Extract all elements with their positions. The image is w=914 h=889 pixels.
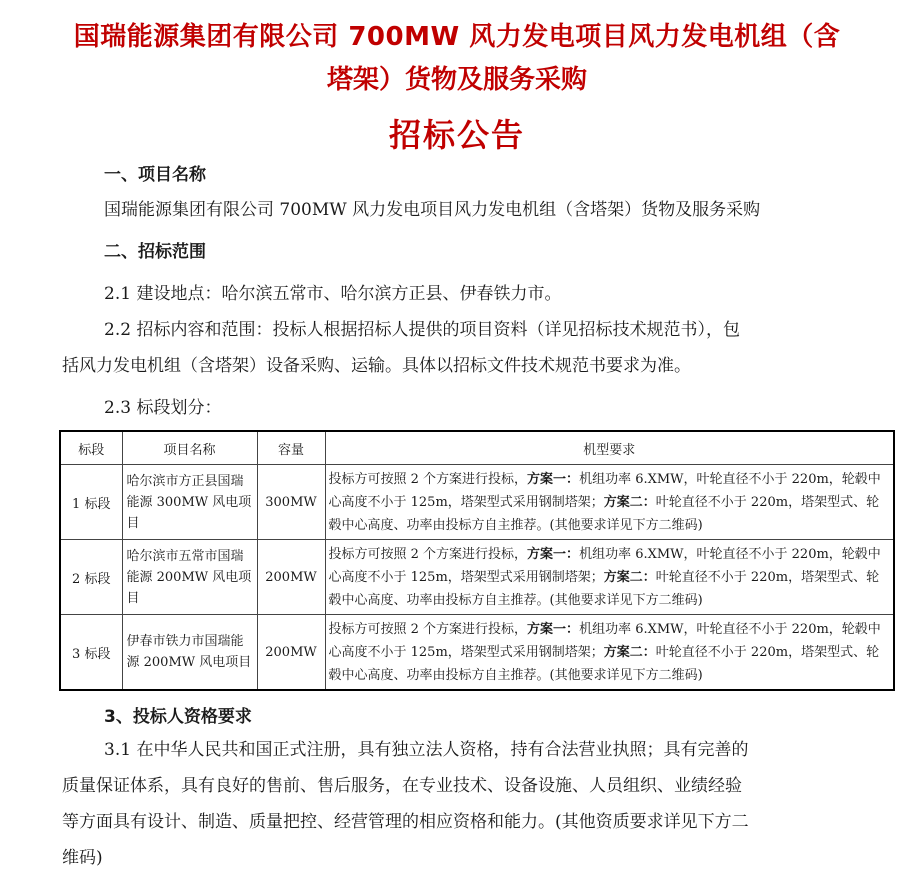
cell-project-name: 哈尔滨市方正县国瑞能源 300MW 风电项目 bbox=[122, 465, 257, 540]
section-1-heading: 一、项目名称 bbox=[104, 165, 206, 185]
section-2-2-text-line-1: 2.2 招标内容和范围：投标人根据招标人提供的项目资料（详见招标技术规范书），包 bbox=[104, 320, 740, 340]
plan-2-label: 方案二： bbox=[603, 569, 656, 585]
title-line-1: 国瑞能源集团有限公司 700MW 风力发电项目风力发电机组（含 bbox=[73, 22, 841, 52]
table-row bbox=[60, 615, 894, 691]
section-3-1-text-line-1: 3.1 在中华人民共和国正式注册，具有独立法人资格，持有合法营业执照；具有完善的 bbox=[104, 740, 749, 760]
cell-requirements bbox=[325, 540, 894, 615]
title-announcement: 招标公告 bbox=[388, 116, 525, 154]
section-3-heading: 3、投标人资格要求 bbox=[104, 707, 252, 727]
plan-1-label: 方案一： bbox=[527, 471, 580, 487]
header-capacity: 容量 bbox=[257, 431, 325, 465]
req-text: 叶轮直径不小于 220m，塔架型式、轮毂中心高度、功率由投标方自主推荐。(其他要求详见下方二维码) bbox=[328, 569, 880, 608]
header-model-requirements: 机型要求 bbox=[325, 431, 894, 465]
req-text: 投标方可按照 2 个方案进行投标， bbox=[328, 546, 528, 562]
req-text: 叶轮直径不小于 220m，塔架型式、轮毂中心高度、功率由投标方自主推荐。(其他要求详见下方二维码) bbox=[328, 494, 880, 533]
plan-2-label: 方案二： bbox=[603, 494, 656, 510]
section-2-heading: 二、招标范围 bbox=[104, 242, 206, 262]
req-text: 投标方可按照 2 个方案进行投标， bbox=[328, 621, 528, 637]
section-3-1-text-line-3: 等方面具有设计、制造、质量把控、经营管理的相应资格和能力。(其他资质要求详见下方二 bbox=[62, 812, 749, 832]
section-3-1-text-line-2: 质量保证体系，具有良好的售前、售后服务，在专业技术、设备设施、人员组织、业绩经验 bbox=[62, 776, 742, 796]
section-2-1-text: 2.1 建设地点：哈尔滨五常市、哈尔滨方正县、伊春铁力市。 bbox=[104, 284, 562, 304]
req-text: 机组功率 6.XMW，叶轮直径不小于 220m，轮毂中心高度不小于 125m，塔架型式采用钢制塔架； bbox=[328, 471, 881, 510]
title-line-2: 塔架）货物及服务采购 bbox=[326, 65, 587, 95]
table-row bbox=[60, 540, 894, 615]
plan-1-label: 方案一： bbox=[527, 621, 580, 637]
plan-1-label: 方案一： bbox=[527, 546, 580, 562]
cell-project-name: 伊春市铁力市国瑞能源 200MW 风电项目 bbox=[122, 615, 257, 691]
table-row bbox=[60, 465, 894, 540]
cell-capacity: 200MW bbox=[257, 615, 325, 691]
header-project-name: 项目名称 bbox=[122, 431, 257, 465]
plan-2-label: 方案二： bbox=[603, 644, 656, 660]
req-text: 机组功率 6.XMW，叶轮直径不小于 220m，轮毂中心高度不小于 125m，塔架型式采用钢制塔架； bbox=[328, 621, 881, 660]
cell-capacity: 200MW bbox=[257, 540, 325, 615]
cell-section: 1 标段 bbox=[60, 465, 122, 540]
req-text: 机组功率 6.XMW，叶轮直径不小于 220m，轮毂中心高度不小于 125m，塔架型式采用钢制塔架； bbox=[328, 546, 881, 585]
cell-capacity: 300MW bbox=[257, 465, 325, 540]
cell-section: 2 标段 bbox=[60, 540, 122, 615]
req-text: 投标方可按照 2 个方案进行投标， bbox=[328, 471, 528, 487]
cell-section: 3 标段 bbox=[60, 615, 122, 691]
cell-requirements bbox=[325, 465, 894, 540]
section-1-text: 国瑞能源集团有限公司 700MW 风力发电项目风力发电机组（含塔架）货物及服务采购 bbox=[104, 200, 761, 220]
cell-requirements bbox=[325, 615, 894, 691]
cell-project-name: 哈尔滨市五常市国瑞能源 200MW 风电项目 bbox=[122, 540, 257, 615]
section-table bbox=[59, 430, 895, 691]
header-section: 标段 bbox=[60, 431, 122, 465]
section-3-1-text-line-4: 维码) bbox=[62, 848, 103, 868]
req-text: 叶轮直径不小于 220m，塔架型式、轮毂中心高度、功率由投标方自主推荐。(其他要求详见下方二维码) bbox=[328, 644, 880, 683]
section-2-3-text: 2.3 标段划分： bbox=[104, 398, 222, 418]
table-header-row bbox=[60, 431, 894, 465]
section-2-2-text-line-2: 括风力发电机组（含塔架）设备采购、运输。具体以招标文件技术规范书要求为准。 bbox=[62, 356, 691, 376]
